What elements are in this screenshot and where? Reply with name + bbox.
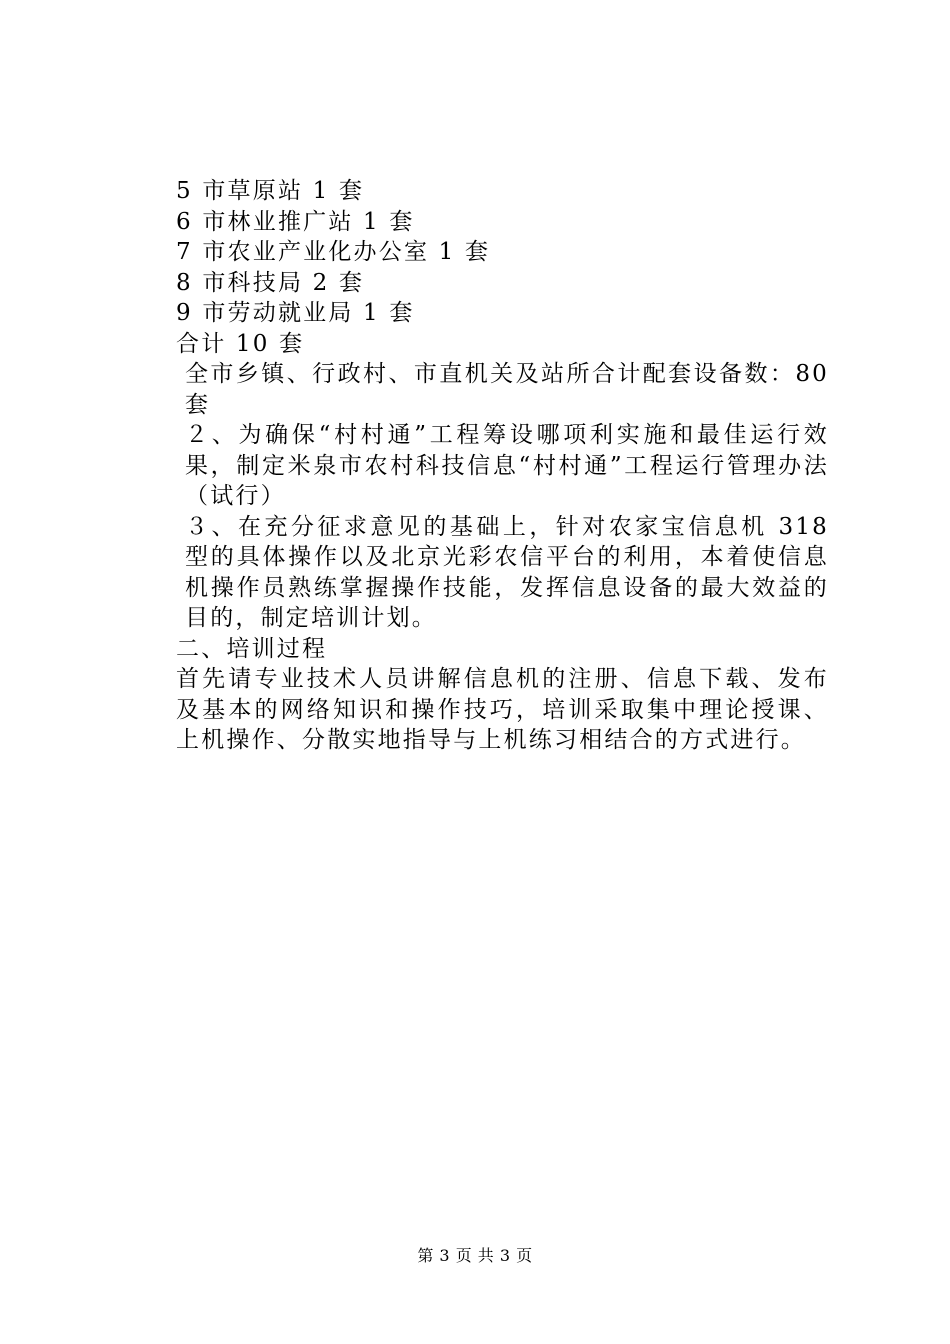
list-item: 5 市草原站 1 套 [176, 178, 365, 204]
list-item: 6 市林业推广站 1 套 [176, 208, 415, 235]
document-body [129, 176, 829, 756]
list-item: 9 市劳动就业局 1 套 [176, 300, 415, 326]
list-item: 8 市科技局 2 套 [176, 269, 365, 296]
page-footer: 第 3 页 共 3 页 [417, 1246, 533, 1265]
list-item: 7 市农业产业化办公室 1 套 [176, 239, 491, 265]
list-item-total: 合计 10 套 [176, 330, 305, 357]
section-heading: 二、培训过程 [176, 635, 328, 662]
section-2-paragraph: 首先请专业技术人员讲解信息机的注册、信息下载、发布及基本的网络知识和操作技巧，培训采取集中理论授课、上机操作、分散实地指导与上机练习相结合的方式进行。 [176, 666, 829, 753]
total-equipment-paragraph: 全市乡镇、行政村、市直机关及站所合计配套设备数：80 套 [185, 361, 829, 418]
point-2-paragraph: ２、为确保“村村通”工程筹设哪项利实施和最佳运行效果，制定米泉市农村科技信息“村村通”工程运行管理办法（试行） [185, 422, 829, 509]
point-3-paragraph: ３、在充分征求意见的基础上，针对农家宝信息机 318 型的具体操作以及北京光彩农信平台的利用，本着使信息机操作员熟练掌握操作技能，发挥信息设备的最大效益的目的，制定培训计划。 [185, 513, 829, 631]
